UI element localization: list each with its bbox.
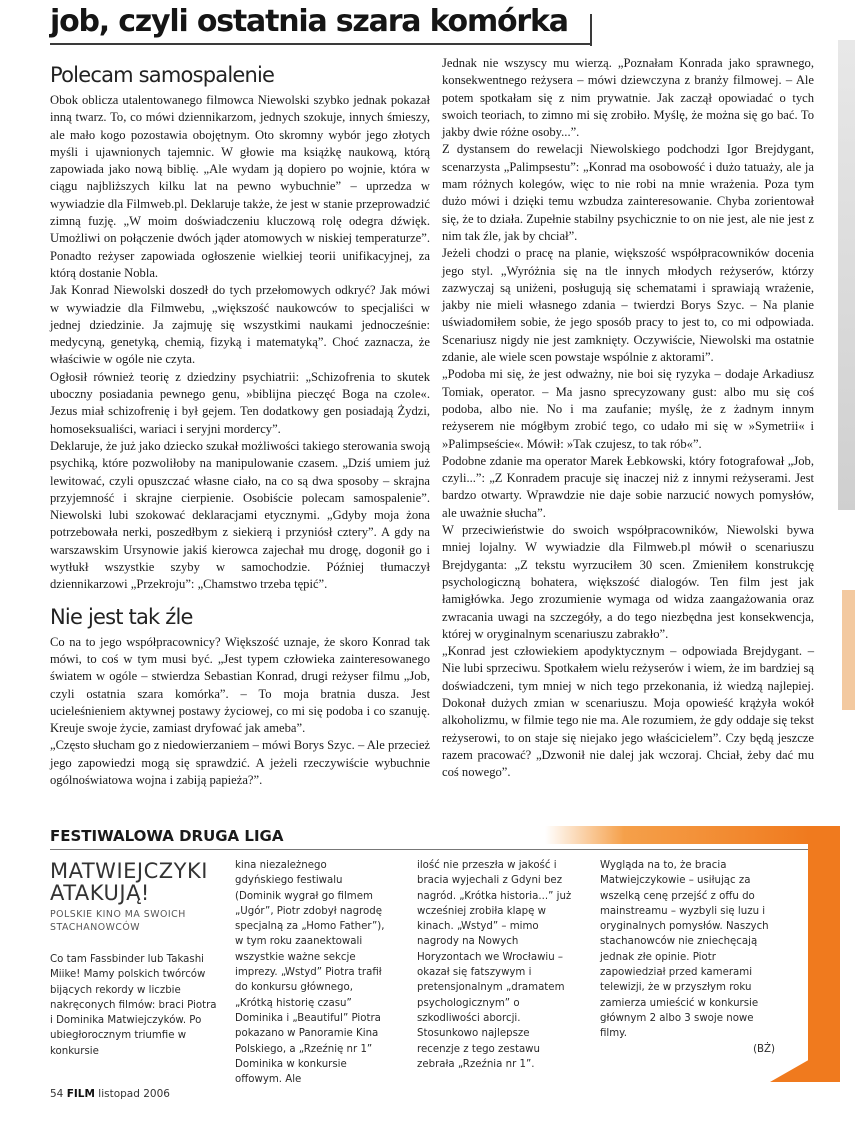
paragraph: W przeciwieństwie do swoich współpracowników, Niewolski bywa mniej lojalny. W wywiadzie dla Filmweb.pl mówił o scenariuszu Brejdyganta: „Z tekstu wyrzuciłem 30 scen. Zmieniłem konstrukcję psychologiczną bohatera, większość dialogów. Ten film jest jak łamigłówka. Jego zrozumienie wymaga od widza zaangażowania oraz zwracania uwagi na szczegóły, a do tego niezbędna jest konsekwencja, której w oryginalnym scenariuszu zabrakło”.: [442, 523, 814, 641]
section-heading-polecam: Polecam samospalenie: [50, 63, 275, 87]
box-column-1: [50, 860, 218, 1059]
paragraph: „Podoba mi się, że jest odważny, nie boi się ryzyka – dodaje Arkadiusz Tomiak, operator. – Ma jasno sprecyzowany gust: albo mu się coś podoba, albo nie. No i ma zaufanie; myślę, że z żadnym innym reżyserem nie mógłbym zrobić tego, co udało mi się w »Symetrii« i »Palimpseście«. Mówił: »Tak czujesz, to tak rób«”.: [442, 367, 814, 451]
article-column-right: [442, 55, 814, 781]
orange-accent-corner: [770, 1060, 840, 1082]
magazine-name: FILM: [66, 1088, 95, 1100]
adjacent-page-accent: [842, 590, 855, 710]
box-paragraph: ilość nie przeszła w jakość i bracia wyjechali z Gdyni bez nagród. „Krótka historia...” już wcześniej zrobiła klapę w kinach. „Wstyd” – mimo nagrody na Nowych Horyzontach we Wrocławiu – okazał się fatszywym i pretensjonalnym „dramatem psychologicznym” o szkodliwości aborcji. Stosunkowo najlepsze recenzje z tego zestawu zebrała „Rzeźnia nr 1”.: [417, 860, 572, 1070]
author-signature: (BŻ): [753, 1043, 775, 1055]
article-column-left: [50, 62, 430, 789]
box-heading: MATWIEJCZYKI ATAKUJĄ!: [50, 859, 208, 905]
article-headline: job, czyli ostatnia szara komórka: [50, 4, 568, 39]
box-column-4: [600, 858, 775, 1057]
paragraph: Deklaruje, że już jako dziecko szukał możliwości takiego sterowania swoją psychiką, które pozwoliłoby na manipulowanie czasem. „Dziś umiem już lewitować, czyli opuszczać własne ciało, na co są dwa sposoby – skrajna przyjemność i skrajne cierpienie. Osobiście polecam samospalenie”. Niewolski lubi szokować deklaracjami etycznymi. „Gdyby moja żona potrzebowała nerki, poszedłbym z siekierą i przyniósł cztery”. A gdy na warszawskim Ursynowie jakiś kierowca zajechał mu drogę, dogonił go i wytłukł wszystkie szyby w samochodzie. Później tłumaczył dziennikarzowi „Przekroju”: „Chamstwo trzeba tępić”.: [50, 438, 430, 592]
section-heading-nie-jest-tak-zle: Nie jest tak źle: [50, 604, 193, 629]
orange-accent-band: [545, 826, 810, 844]
page-footer: [50, 1088, 170, 1100]
issue-date: listopad 2006: [98, 1088, 170, 1100]
paragraph: Podobne zdanie ma operator Marek Łebkowski, który fotografował „Job, czyli...”: „Z Konradem pracuje się inaczej niż z innymi reżyserami. Jest bardzo otwarty. Wprawdzie nie daje sobie narzucić nowych pomysłów, ale uważnie słucha”.: [442, 453, 814, 520]
paragraph: Ogłosił również teorię z dziedziny psychiatrii: „Schizofrenia to skutek uboczny posiadania pewnego genu, »biblijna pieczęć Boga na czole«. Jezus miał schizofrenię i był gejem. Ten dodatkowy gen posiadają Żydzi, homoseksualiści, wariaci i seryjni mordercy”.: [50, 369, 430, 436]
box-paragraph: Co tam Fassbinder lub Takashi Miike! Mamy polskich twórców bijących rekordy w liczbie nakręconych filmów: braci Piotra i Dominika Matwiejczyków. Po ubiegłorocznym triumfie w konkursie: [50, 954, 217, 1057]
paragraph: „Często słucham go z niedowierzaniem – mówi Borys Szyc. – Ale przecież jego zapowiedzi mogą się sprawdzić. A jeżeli rzeczywiście wybuchnie ogólnoświatowa wojna i zabiją papieża?”.: [50, 738, 430, 787]
headline-bracket: [590, 14, 592, 46]
box-paragraph: kina niezależnego gdyńskiego festiwalu (Dominik wygrał go filmem „Ugór”, Piotr zdobył nagrodę specjalną za „Homo Father”), w tym roku zaanektowali wszystkie ważne sekcje imprezy. „Wstyd” Piotra trafił do konkursu głównego, „Krótką historię czasu” Dominika i „Beautiful” Piotra pokazano w Panoramie Kina Polskiego, a „Rzeźnię nr 1” Dominika w konkursie offowym. Ale: [235, 860, 385, 1086]
paragraph: Co na to jego współpracownicy? Większość uznaje, że skoro Konrad tak mówi, to coś w tym musi być. „Jest typem człowieka zainteresowanego światem w ogóle – stwierdza Sebastian Konrad, drugi reżyser filmu „Job, czyli ostatnia szara komórka”. – To moja bratnia dusza. Jest ucieleśnieniem aktywnej postawy życiowej, co mi się podoba i co szanuję. Kreuje swoje życie, zamiast dryfować jak ameba”.: [50, 634, 430, 736]
paragraph: Jak Konrad Niewolski doszedł do tych przełomowych odkryć? Jak mówi w wywiadzie dla Filmwebu, „większość naukowców to specjaliści w jednej dziedzinie. Ja zajmuję się wszystkimi naukami jednocześnie: medycyną, genetyką, chemią, fizyką i matematyką”. Choć zaznacza, że właściwie w ogóle nie czyta.: [50, 283, 430, 367]
paragraph: Obok oblicza utalentowanego filmowca Niewolski szybko jednak pokazał inną twarz. To, co mówi dziennikarzom, jednych szokuje, innych śmieszy, ale mało kogo pozostawia obojętnym. Oto skromny wybór jego złotych myśli i ujawnionych tajemnic. W głowie ma książkę naukową, którą zapowiada jako nową biblię. „Ale wydam ją dopiero po wojnie, która w ciągu najbliższych kilku lat na pewno wybuchnie” – uprzedza w wywiadzie dla Filmweb.pl. Deklaruje także, że jest w stanie przeprowadzić zimną fuzję. „W moim doświadczeniu kluczową rolę odegra dźwięk. Umożliwi on połączenie dwóch jąder atomowych w niskiej temperaturze”. Ponadto reżyser zapowiada ogłoszenie wielkiej teorii unifikacyjnej, za którą dostanie Nobla.: [50, 93, 430, 280]
paragraph: Jeżeli chodzi o pracę na planie, większość współpracowników docenia jego styl. „Wyróżnia się na tle innych młodych reżyserów, którzy zazwyczaj są uniżeni, posługują się schematami i sprawiają wrażenie, jakby nie mieli własnego zdania – twierdzi Borys Szyc. – Na planie uświadomiłem sobie, że jego sposób pracy to jest to, co mi odpowiada. Scenariusz nigdy nie jest zamknięty. Oczywiście, Niewolski ma ostatnie zdanie, ale wiele scen powstaje wspólnie z aktorami”.: [442, 246, 814, 365]
box-column-3: [417, 858, 572, 1072]
adjacent-page-edge: [838, 40, 855, 510]
box-subheading: POLSKIE KINO MA SWOICH STACHANOWCÓW: [50, 909, 186, 933]
box-divider: [50, 849, 840, 850]
paragraph: „Konrad jest człowiekiem apodyktycznym – odpowiada Brejdygant. – Nie lubi sprzeciwu. Spotkałem wielu reżyserów i wiem, że im bardziej są doświadczeni, tym mniej w nich tego przekonania, iż wiedzą najlepiej. Dokonał dużych zmian w scenariuszu. Moja opowieść krążyła wokół alkoholizmu, w filmie tego nie ma. Ale rozumiem, że gdy oddaje się tekst reżyserowi, to on staje się niejako jego właścicielem”. Czy będą jeszcze razem pracować? „Dzwonił nie dalej jak wczoraj. Chciał, żeby dać mu coś nowego”.: [442, 644, 814, 780]
box-paragraph: Wygląda na to, że bracia Matwiejczykowie – usiłując za wszelką cenę przejść z offu do mainstreamu – wyzbyli się luzu i oryginalnych pomysłów. Naszych stachanowców nie zniechęcają jednak złe opinie. Piotr zapowiedział przed kamerami telewizji, że w przyszłym roku zamierza umieścić w konkursie głównym 2 albo 3 swoje nowe filmy.: [600, 860, 769, 1040]
paragraph: Z dystansem do rewelacji Niewolskiego podchodzi Igor Brejdygant, scenarzysta „Palimpsestu”: „Konrad ma osobowość i dużo tatuaży, ale ja mam różnych kolegów, więc to nie robi na mnie wrażenia. Poza tym dużo mówi i dzięki temu wzbudza zainteresowanie. Chyba zorientował się, że to działa. Zupełnie stabilny psychicznie to on nie jest, ale nie jest z nim tak źle, jak by chciał”.: [442, 142, 814, 243]
page-number: 54: [50, 1088, 64, 1100]
orange-accent-bar: [808, 826, 840, 1082]
sidebar-box-title: FESTIWALOWA DRUGA LIGA: [50, 827, 284, 845]
paragraph: Jednak nie wszyscy mu wierzą. „Poznałam Konrada jako sprawnego, konsekwentnego reżysera – mówi dziewczyna z branży filmowej. – Ale potem spotkałam się z nim prywatnie. Jak zaczął opowiadać o tych swoich teoriach, to zimno mi się zrobiło. Myślę, że można się go bać. To jakby dwie różne osoby...”.: [442, 56, 814, 140]
box-column-2: [235, 858, 385, 1087]
headline-underline: [50, 43, 590, 45]
